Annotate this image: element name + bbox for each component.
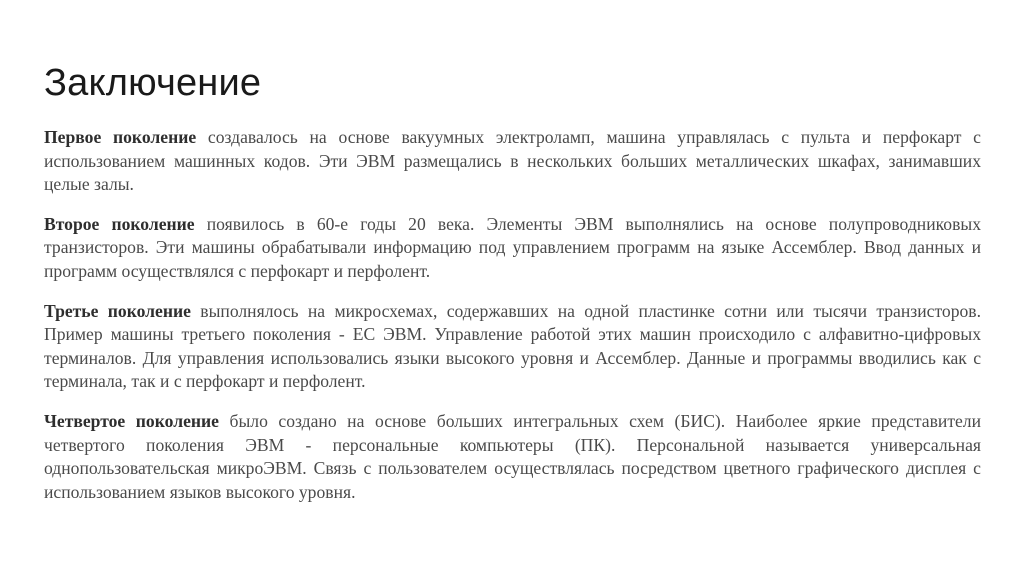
paragraph-text: выполнялось на микросхемах, содержавших на одной пластинке сотни или тысячи транзисторов. Пример машины третьего поколения - ЕС ЭВМ. Управление работой этих машин происходило с алфавитно-цифровых терминалов. Для управления использовались языки высокого уровня и Ассемблер. Данные и программы вводились как с терминала, так и с перфокарт и перфолент. xyxy=(44,300,981,392)
paragraph-fourth-generation xyxy=(44,410,981,504)
paragraph-term: Четвертое поколение xyxy=(44,410,219,431)
paragraph-term: Третье поколение xyxy=(44,300,191,321)
paragraph-first-generation xyxy=(44,126,981,197)
paragraph-term: Второе поколение xyxy=(44,213,195,234)
slide-content xyxy=(44,126,981,520)
paragraph-text: появилось в 60-е годы 20 века. Элементы ЭВМ выполнялись на основе полупроводниковых транзисторов. Эти машины обрабатывали информацию под управлением программ на языке Ассемблер. Ввод данных и программ осуществлялся с перфокарт и перфолент. xyxy=(44,213,981,281)
paragraph-term: Первое поколение xyxy=(44,127,197,147)
paragraph-text: было создано на основе больших интегральных схем (БИС). Наиболее яркие представители четвертого поколения ЭВМ - персональные компьютеры (ПК). Персональной называется универсальная однопользовательская микроЭВМ. Связь с пользователем осуществлялась посредством цветного графического дисплея с использованием языков высокого уровня. xyxy=(44,410,982,502)
paragraph-third-generation xyxy=(44,300,981,394)
paragraph-second-generation xyxy=(44,213,981,284)
slide-title: Заключение xyxy=(44,62,262,104)
paragraph-text: создавалось на основе вакуумных электроламп, машина управлялась с пульта и перфокарт с использованием машинных кодов. Эти ЭВМ размещались в нескольких больших металлических шкафах, занимавших целые залы. xyxy=(44,127,981,195)
